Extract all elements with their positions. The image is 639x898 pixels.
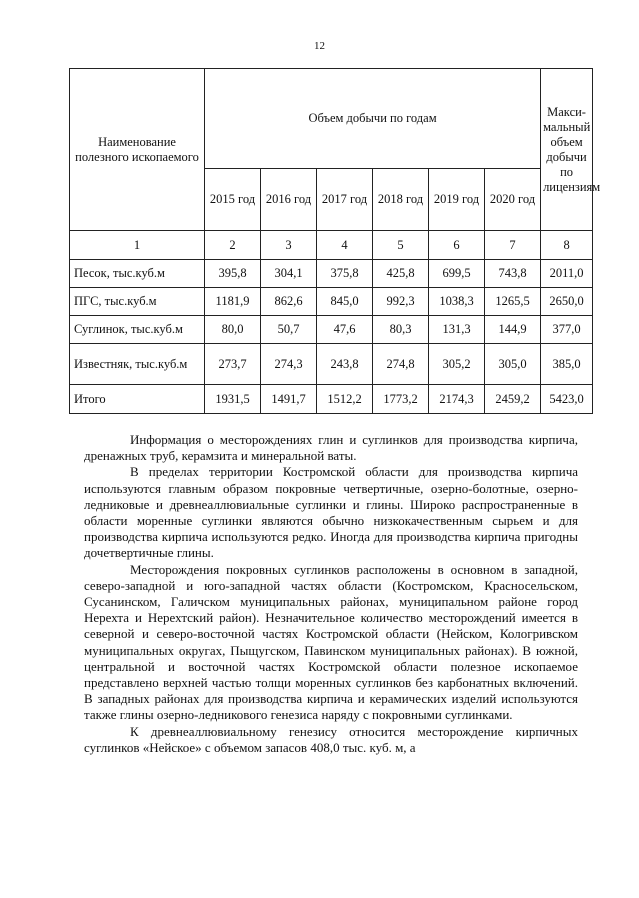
volume-cell: 699,5 [429, 260, 485, 288]
column-number: 1 [70, 231, 205, 260]
volume-cell: 375,8 [317, 260, 373, 288]
header-year: 2020 год [485, 169, 541, 231]
header-year: 2019 год [429, 169, 485, 231]
volume-cell: 47,6 [317, 316, 373, 344]
volume-cell: 2174,3 [429, 385, 485, 414]
volume-cell: 273,7 [205, 344, 261, 385]
paragraph: Информация о месторождениях глин и суглинков для производства кирпича, дренажных труб, керамзита и минеральной ваты. [84, 432, 578, 464]
column-number: 6 [429, 231, 485, 260]
body-text [84, 432, 578, 756]
header-volume-by-year: Объем добычи по годам [205, 69, 541, 169]
paragraph: В пределах территории Костромской области для производства кирпича используются главным образом покровные четвертичные, озерно-болотные, озерно-ледниковые и древнеаллювиальные суглинки и глины. Широко распространенные в области моренные суглинки являются обычно низкокачественным сырьем и для производства кирпича используются редко. Иногда для производства кирпича пригодны дочетвертичные глины. [84, 464, 578, 561]
volume-cell: 80,3 [373, 316, 429, 344]
table-row [70, 260, 593, 288]
column-number: 2 [205, 231, 261, 260]
volume-cell: 1931,5 [205, 385, 261, 414]
table-row [70, 344, 593, 385]
volume-cell: 50,7 [261, 316, 317, 344]
volume-cell: 395,8 [205, 260, 261, 288]
header-year: 2015 год [205, 169, 261, 231]
volume-cell: 80,0 [205, 316, 261, 344]
header-mineral-name: Наименование полезного ископаемого [70, 69, 205, 231]
volume-cell: 845,0 [317, 288, 373, 316]
table-row [70, 316, 593, 344]
volume-cell: 131,3 [429, 316, 485, 344]
volume-cell: 243,8 [317, 344, 373, 385]
max-volume-cell: 385,0 [541, 344, 593, 385]
header-year: 2016 год [261, 169, 317, 231]
column-number: 7 [485, 231, 541, 260]
volume-cell: 304,1 [261, 260, 317, 288]
max-volume-cell: 5423,0 [541, 385, 593, 414]
volume-cell: 144,9 [485, 316, 541, 344]
volume-cell: 274,3 [261, 344, 317, 385]
paragraph: К древнеаллювиальному генезису относится месторождение кирпичных суглинков «Нейское» с объемом запасов 408,0 тыс. куб. м, а [84, 723, 578, 755]
mineral-name: ПГС, тыс.куб.м [70, 288, 205, 316]
max-volume-cell: 377,0 [541, 316, 593, 344]
mineral-name: Известняк, тыс.куб.м [70, 344, 205, 385]
volume-cell: 1512,2 [317, 385, 373, 414]
volume-cell: 305,2 [429, 344, 485, 385]
max-volume-cell: 2011,0 [541, 260, 593, 288]
production-table [69, 68, 601, 414]
column-number: 3 [261, 231, 317, 260]
volume-cell: 2459,2 [485, 385, 541, 414]
column-number: 5 [373, 231, 429, 260]
volume-cell: 1491,7 [261, 385, 317, 414]
table-total-row [70, 385, 593, 414]
volume-cell: 862,6 [261, 288, 317, 316]
volume-cell: 305,0 [485, 344, 541, 385]
mineral-name: Суглинок, тыс.куб.м [70, 316, 205, 344]
volume-cell: 1038,3 [429, 288, 485, 316]
mineral-name: Песок, тыс.куб.м [70, 260, 205, 288]
volume-cell: 743,8 [485, 260, 541, 288]
header-max-volume: Макси-мальный объем добычи по лицензиям [541, 69, 593, 231]
column-number: 8 [541, 231, 593, 260]
page-number: 12 [314, 40, 325, 52]
paragraph: Месторождения покровных суглинков расположены в основном в западной, северо-западной и юго-западной частях области (Костромском, Красносельском, Сусанинском, Галичском муниципальных районах, муниципальном районе город Нерехта и Нерехтский район). Незначительное количество месторождений имеется в северной и северо-восточной частях Костромской области (Нейском, Кологривском муниципальных округах, Пыщугском, Павинском муниципальных районах). В южной, центральной и восточной частях Костромской области полезное ископаемое представлено верхней частью толщи моренных суглинков без карбонатных включений. В западных районах для производства кирпича и керамических изделий используются также глины озерно-ледникового генезиса наряду с покровными суглинками. [84, 561, 578, 723]
table-row [70, 288, 593, 316]
column-number-row [70, 231, 593, 260]
header-year: 2017 год [317, 169, 373, 231]
volume-cell: 425,8 [373, 260, 429, 288]
mineral-name: Итого [70, 385, 205, 414]
volume-cell: 1181,9 [205, 288, 261, 316]
volume-cell: 274,8 [373, 344, 429, 385]
max-volume-cell: 2650,0 [541, 288, 593, 316]
volume-cell: 1773,2 [373, 385, 429, 414]
header-year: 2018 год [373, 169, 429, 231]
column-number: 4 [317, 231, 373, 260]
volume-cell: 992,3 [373, 288, 429, 316]
volume-cell: 1265,5 [485, 288, 541, 316]
